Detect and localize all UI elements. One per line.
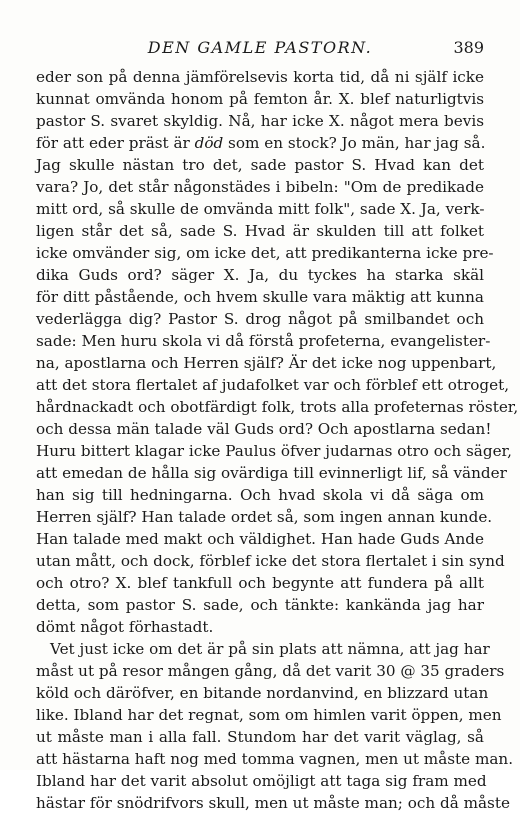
text-line: vederlägga dig? Pastor S. drog något på smilbandet och [36,310,484,328]
text-line: utan mått, och dock, förblef icke det stora flertalet i sin synd [36,552,505,570]
running-title: DEN GAMLE PASTORN. [147,38,373,57]
paragraph [36,66,519,638]
text-line: sade: Men huru skola vi då förstå profeterna, evangelister- [36,332,491,350]
text-line: vara? Jo, det står någonstädes i bibeln: "Om de predikade [36,178,484,196]
page-number: 389 [453,38,484,57]
text-line: Huru bittert klagar icke Paulus öfver judarnas otro och säger, [36,442,512,460]
text-line: att det stora flertalet af judafolket var och förblef ett otroget, [36,376,510,394]
text-line: pastor S. svaret skyldig. Nå, har icke X. något mera bevis [36,112,484,130]
text-line: ut måste man i alla fall. Stundom har det varit väglag, så [36,728,484,746]
text-line: han sig till hedningarna. Och hvad skola vi då säga om [36,486,484,504]
running-head [36,36,484,60]
text-line: för ditt påstående, och hvem skulle vara mäktig att kunna [36,288,484,306]
text-line: hästar för snödrifvors skull, men ut måste man; och då måste [36,794,510,812]
text-line: att hästarna haft nog med tomma vagnen, men ut måste man. [36,750,514,768]
text-line: na, apostlarna och Herren själf? Är det icke nog uppenbart, [36,354,497,372]
text-line: köld och däröfver, en bitande nordanvind, en blizzard utan [36,684,489,702]
text-line: mitt ord, så skulle de omvända mitt folk", sade X. Ja, verk- [36,200,485,218]
text-line: eder son på denna jämförelsevis korta tid, då ni själf icke [36,68,484,86]
body-text [36,66,519,814]
emphasized-word: död [194,134,224,152]
text-line: Jag skulle nästan tro det, sade pastor S. Hvad kan det [36,156,484,174]
text-line: att emedan de hålla sig ovärdiga till evinnerligt lif, så vänder [36,464,507,482]
text-line: dika Guds ord? säger X. Ja, du tyckes ha starka skäl [36,266,484,284]
text-line: Ibland har det varit absolut omöjligt att taga sig fram med [36,772,487,790]
text-line: Herren själf? Han talade ordet så, som ingen annan kunde. [36,508,493,526]
text-line: ligen står det så, sade S. Hvad är skulden till att folket [36,222,484,240]
text-line: och otro? X. blef tankfull och begynte att fundera på allt [36,574,484,592]
text-line: kunnat omvända honom på femton år. X. blef naturligtvis [36,90,484,108]
paragraph [36,638,514,814]
text-line: Han talade med makt och väldighet. Han hade Guds Ande [36,530,484,548]
text-line: icke omvänder sig, om icke det, att predikanterna icke pre- [36,244,494,262]
text-line: like. Ibland har det regnat, som om himlen varit öppen, men [36,706,502,724]
text-line: detta, som pastor S. sade, och tänkte: kankända jag har [36,596,484,614]
text-line: dömt något förhastadt. [36,618,214,636]
text-line: för att eder präst är död som en stock? Jo män, har jag så. [36,134,486,152]
text-line: Vet just icke om det är på sin plats att nämna, att jag har [50,640,490,658]
text-line: och dessa män talade väl Guds ord? Och apostlarna sedan! [36,420,492,438]
text-line: hårdnackadt och obotfärdigt folk, trots alla profeternas röster, [36,398,519,416]
text-line: måst ut på resor mången gång, då det varit 30 @ 35 graders [36,662,505,680]
